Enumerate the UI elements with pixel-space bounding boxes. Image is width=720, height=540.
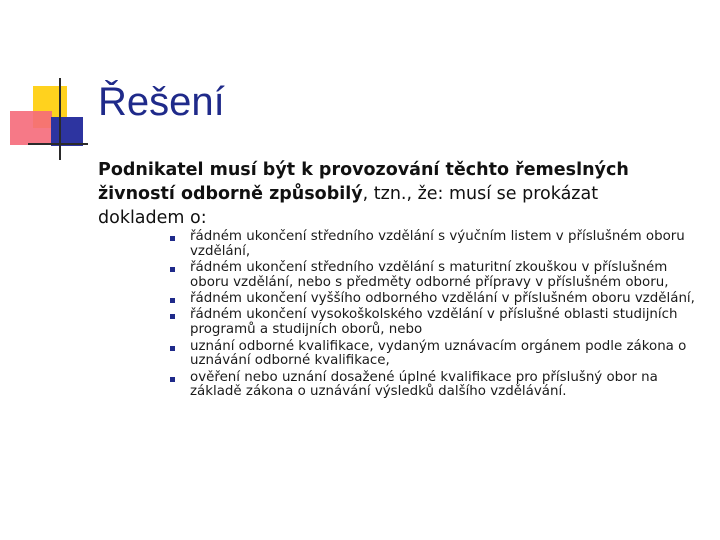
bullet-square-icon [170, 236, 175, 241]
intro-paragraph [98, 158, 688, 230]
list-item [168, 308, 703, 338]
bullet-square-icon [170, 346, 175, 351]
bullet-square-icon [170, 298, 175, 303]
list-item-text: řádném ukončení středního vzdělání s výučním listem v příslušném oboru vzdělání, [190, 229, 685, 259]
intro-bold-text: Podnikatel musí být k provozování těchto řemeslných živností odborně způsobilý [98, 160, 629, 204]
bullet-square-icon [170, 267, 175, 272]
bullet-square-icon [170, 314, 175, 319]
bullet-square-icon [170, 377, 175, 382]
list-item-text: řádném ukončení vyššího odborného vzdělání v příslušném oboru vzdělání, [190, 291, 695, 307]
list-item-text: ověření nebo uznání dosažené úplné kvalifikace pro příslušný obor na základě zákona o uznávání výsledků dalšího vzdělávání. [190, 369, 658, 400]
deco-red-square [10, 111, 52, 145]
list-item [168, 371, 703, 401]
list-item [168, 261, 703, 291]
list-item-text: uznání odborné kvalifikace, vydaným uznávacím orgánem podle zákona o uznávání odborné kvalifikace, [190, 338, 687, 369]
deco-blue-square [51, 117, 83, 146]
list-item-text: řádném ukončení vysokoškolského vzdělání v příslušné oblasti studijních programů a studijních oborů, nebo [190, 307, 678, 338]
list-item [168, 230, 703, 260]
slide-title: Řešení [98, 80, 225, 124]
requirements-list [168, 230, 703, 402]
list-item [168, 340, 703, 370]
list-item [168, 292, 703, 307]
list-item-text: řádném ukončení středního vzdělání s maturitní zkouškou v příslušném oboru vzdělání, nebo s předměty odborné přípravy v příslušném oboru, [190, 260, 669, 290]
intro-rest-text: , tzn., že: musí se prokázat dokladem o: [98, 184, 599, 228]
